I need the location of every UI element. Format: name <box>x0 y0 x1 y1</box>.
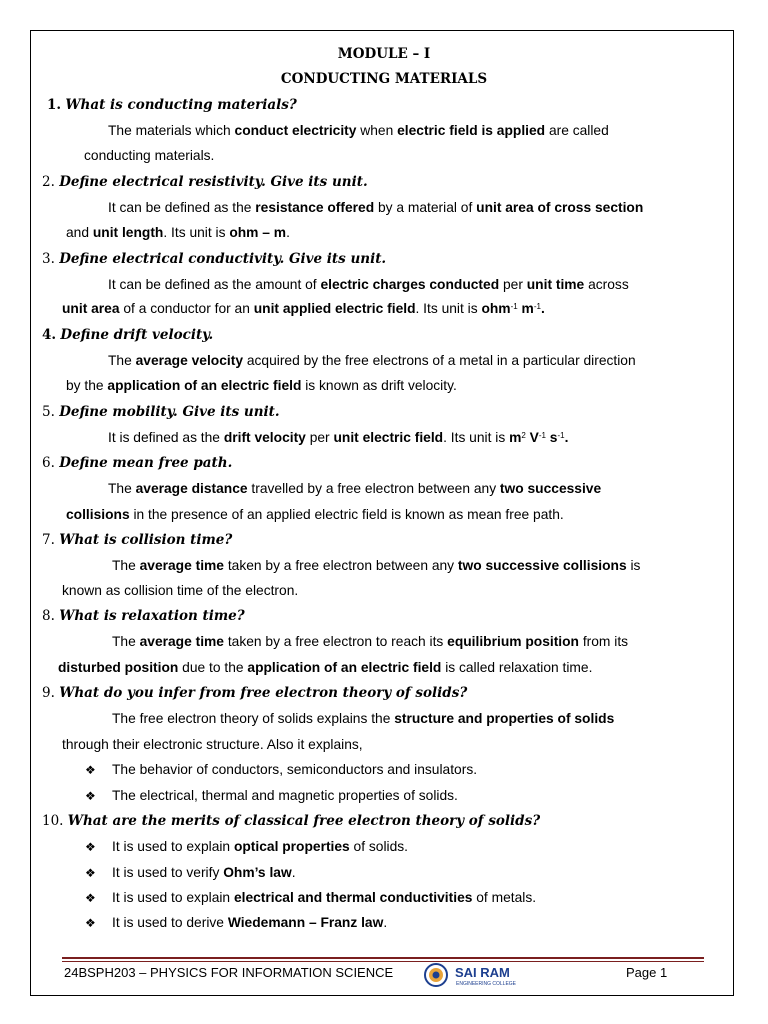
question-3: 3. Define electrical conductivity. Give its unit. <box>42 251 387 267</box>
footer-rule-thin <box>62 961 704 962</box>
answer-8-line-1: The average time taken by a free electron to reach its equilibrium position from its <box>112 634 629 649</box>
logo-text: SAI RAM <box>455 965 510 980</box>
list-item: It is used to explain optical properties of solids. <box>112 839 408 854</box>
question-6: 6. Define mean free path. <box>42 455 233 471</box>
answer-7-line-1: The average time taken by a free electron between any two successive collisions is <box>112 558 641 573</box>
answer-6-line-1: The average distance travelled by a free electron between any two successive <box>108 481 602 496</box>
question-5: 5. Define mobility. Give its unit. <box>42 404 280 420</box>
answer-6-line-2: collisions in the presence of an applied electric field is known as mean free path. <box>66 507 564 522</box>
question-1: 1. What is conducting materials? <box>47 97 297 113</box>
answer-1-line-2: conducting materials. <box>84 148 215 163</box>
answer-4-line-1: The average velocity acquired by the free electrons of a metal in a particular direction <box>108 353 636 368</box>
bullet-icon: ❖ <box>85 840 96 854</box>
list-item: It is used to verify Ohm’s law. <box>112 865 296 880</box>
list-item: The electrical, thermal and magnetic properties of solids. <box>112 788 458 803</box>
answer-3-line-2: unit area of a conductor for an unit applied electric field. Its unit is ohm$^{-1}$ $m^{-1}$. <box>62 301 545 316</box>
list-item: The behavior of conductors, semiconductors and insulators. <box>112 762 478 777</box>
question-2: 2. Define electrical resistivity. Give its unit. <box>42 174 368 190</box>
bullet-icon: ❖ <box>85 891 96 905</box>
bullet-icon: ❖ <box>85 916 96 930</box>
bullet-icon: ❖ <box>85 763 96 777</box>
list-item: It is used to derive Wiedemann – Franz law. <box>112 915 388 930</box>
answer-9-line-2: through their electronic structure. Also it explains, <box>62 737 363 752</box>
college-logo <box>423 962 533 988</box>
answer-2-line-1: It can be defined as the resistance offered by a material of unit area of cross section <box>108 200 644 215</box>
page-title: CONDUCTING MATERIALS <box>280 71 488 87</box>
footer-rule <box>62 957 704 959</box>
list-item: It is used to explain electrical and thermal conductivities of metals. <box>112 890 537 905</box>
answer-4-line-2: by the application of an electric field is known as drift velocity. <box>66 378 457 393</box>
logo-subtext: ENGINEERING COLLEGE <box>456 981 517 987</box>
answer-8-line-2: disturbed position due to the application of an electric field is called relaxation time. <box>58 660 593 675</box>
answer-3-line-1: It can be defined as the amount of electric charges conducted per unit time across <box>108 277 629 292</box>
answer-2-line-2: and unit length. Its unit is ohm – m. <box>66 225 290 240</box>
footer-course: 24BSPH203 – PHYSICS FOR INFORMATION SCIENCE <box>64 965 394 980</box>
question-7: 7. What is collision time? <box>42 532 233 548</box>
bullet-icon: ❖ <box>85 866 96 880</box>
question-9: 9. What do you infer from free electron theory of solids? <box>42 685 468 701</box>
question-8: 8. What is relaxation time? <box>42 608 245 624</box>
question-10: 10. What are the merits of classical free electron theory of solids? <box>42 813 541 829</box>
page-number: Page 1 <box>626 965 668 980</box>
question-4: 4. Define drift velocity. <box>42 327 214 343</box>
answer-1-line-1: The materials which conduct electricity when electric field is applied are called <box>108 123 609 138</box>
module-heading: MODULE – I <box>337 46 431 62</box>
answer-9-line-1: The free electron theory of solids explains the structure and properties of solids <box>112 711 615 726</box>
answer-5-line-1: It is defined as the drift velocity per unit electric field. Its unit is $m^2$ $V^{-1}$ $s^{-1}$. <box>108 430 569 445</box>
answer-7-line-2: known as collision time of the electron. <box>62 583 299 598</box>
bullet-icon: ❖ <box>85 789 96 803</box>
